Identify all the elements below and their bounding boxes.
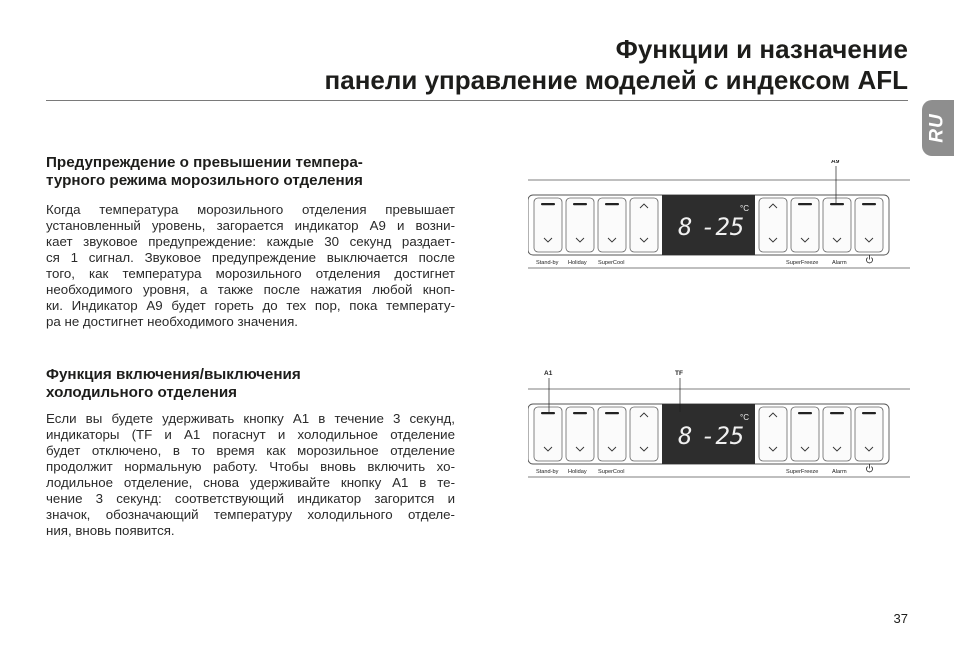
control-panel-diagram-1 <box>528 160 910 270</box>
language-tab-label: RU <box>926 113 948 143</box>
display-left-digit: 8 <box>678 213 693 241</box>
section-1-heading-line: Предупреждение о превышении темпера- <box>46 154 363 171</box>
control-panel-diagram-2 <box>528 369 910 479</box>
panel-label: Holiday <box>568 469 587 475</box>
section-2-text <box>46 411 455 539</box>
indicator-bar <box>798 412 812 414</box>
button-frame <box>855 407 883 461</box>
display-unit: °C <box>740 413 749 422</box>
indicator-bar <box>830 203 844 205</box>
button-frame <box>630 407 658 461</box>
temperature-display <box>662 404 755 464</box>
panel-label: Stand-by <box>536 469 559 475</box>
section-1-text-line: кает звуковое предупреждение: каждые 30 секунд раздает- <box>46 234 455 249</box>
panel-button <box>759 198 787 252</box>
display-left-digit: 8 <box>678 422 693 450</box>
power-icon <box>867 255 873 263</box>
section-1-text-line: того, как температура морозильного отделения достигнет <box>46 266 455 281</box>
panel-button <box>823 407 851 461</box>
panel-label: Holiday <box>568 260 587 266</box>
panel-button <box>855 198 883 252</box>
panel-label: Alarm <box>832 260 847 266</box>
indicator-bar <box>573 412 587 414</box>
button-frame <box>566 407 594 461</box>
power-icon <box>867 464 873 472</box>
section-1-text-line: ки. Индикатор A9 будет гореть до тех пор, пока температу- <box>46 298 455 313</box>
panel-button <box>566 198 594 252</box>
panel-button <box>630 198 658 252</box>
panel-button <box>630 407 658 461</box>
panel-button <box>566 407 594 461</box>
panel-label: SuperCool <box>598 469 625 475</box>
page-title <box>325 34 908 96</box>
section-1-text-line: Когда температура морозильного отделения превышает <box>46 202 455 217</box>
section-1-text-line: ра не достигнет необходимого значения. <box>46 314 298 329</box>
indicator-bar <box>605 412 619 414</box>
panel-label: SuperCool <box>598 260 625 266</box>
display-temperature: -25 <box>701 422 745 450</box>
section-2-text-line: ния, вновь появится. <box>46 523 175 538</box>
section-2-text-line: индикаторы (TF и A1 погаснут и холодильное отделение <box>46 427 455 442</box>
button-frame <box>630 198 658 252</box>
button-frame <box>534 198 562 252</box>
button-frame <box>823 407 851 461</box>
indicator-bar <box>862 412 876 414</box>
panel-button <box>791 198 819 252</box>
button-frame <box>598 407 626 461</box>
indicator-bar <box>862 203 876 205</box>
panel-label: Stand-by <box>536 260 559 266</box>
section-1-heading <box>46 154 363 190</box>
section-1-text <box>46 202 455 330</box>
indicator-bar <box>830 412 844 414</box>
section-2-heading-line: холодильного отделения <box>46 384 238 401</box>
panel-button <box>534 407 562 461</box>
indicator-bar <box>541 412 555 414</box>
temperature-display <box>662 195 755 255</box>
panel-label: Alarm <box>832 469 847 475</box>
page-title-line-2: панели управление моделей с индексом AFL <box>324 65 908 95</box>
display-unit: °C <box>740 204 749 213</box>
section-2-heading-line: Функция включения/выключения <box>46 366 301 383</box>
display-temperature: -25 <box>701 213 745 241</box>
panel-button <box>823 198 851 252</box>
button-frame <box>823 198 851 252</box>
section-2-text-line: лодильное отделение, снова удерживайте кнопку A1 в те- <box>46 475 455 490</box>
panel-button <box>598 198 626 252</box>
panel-label: SuperFreeze <box>786 260 819 266</box>
callout-label: A1 <box>544 370 553 377</box>
panel-button <box>598 407 626 461</box>
button-frame <box>791 198 819 252</box>
button-frame <box>759 198 787 252</box>
panel-button <box>855 407 883 461</box>
page-title-line-1: Функции и назначение <box>615 34 908 64</box>
button-frame <box>791 407 819 461</box>
button-frame <box>598 198 626 252</box>
panel-button <box>759 407 787 461</box>
section-2-text-line: будет отключено, в то время как морозильное отделение <box>46 443 455 458</box>
section-1-text-line: необходимого уровня, а также после нажатия любой кноп- <box>46 282 455 297</box>
button-frame <box>855 198 883 252</box>
button-frame <box>759 407 787 461</box>
panel-button <box>791 407 819 461</box>
page-number: 37 <box>893 611 908 626</box>
indicator-bar <box>605 203 619 205</box>
button-frame <box>534 407 562 461</box>
section-1-text-line: ся 1 сигнал. Звуковое предупреждение выключается после <box>46 250 455 265</box>
callout-label: A9 <box>831 160 840 165</box>
section-2-text-line: продолжит нормальную работу. Чтобы вновь включить хо- <box>46 459 455 474</box>
section-2-text-line: Если вы будете удерживать кнопку A1 в течение 3 секунд, <box>46 411 455 426</box>
callout-label: TF <box>675 370 683 377</box>
indicator-bar <box>798 203 812 205</box>
indicator-bar <box>541 203 555 205</box>
panel-button <box>534 198 562 252</box>
section-1-text-line: установленный уровень, загорается индикатор A9 и возни- <box>46 218 455 233</box>
section-2-heading <box>46 366 301 402</box>
section-2-text-line: значок, обозначающий температуру холодильного отделе- <box>46 507 455 522</box>
panel-label: SuperFreeze <box>786 469 819 475</box>
language-tab <box>922 100 954 156</box>
indicator-bar <box>573 203 587 205</box>
button-frame <box>566 198 594 252</box>
section-1-heading-line: турного режима морозильного отделения <box>46 172 363 189</box>
header-rule <box>46 100 908 101</box>
section-2-text-line: чение 3 секунд: соответствующий индикатор загорится и <box>46 491 455 506</box>
